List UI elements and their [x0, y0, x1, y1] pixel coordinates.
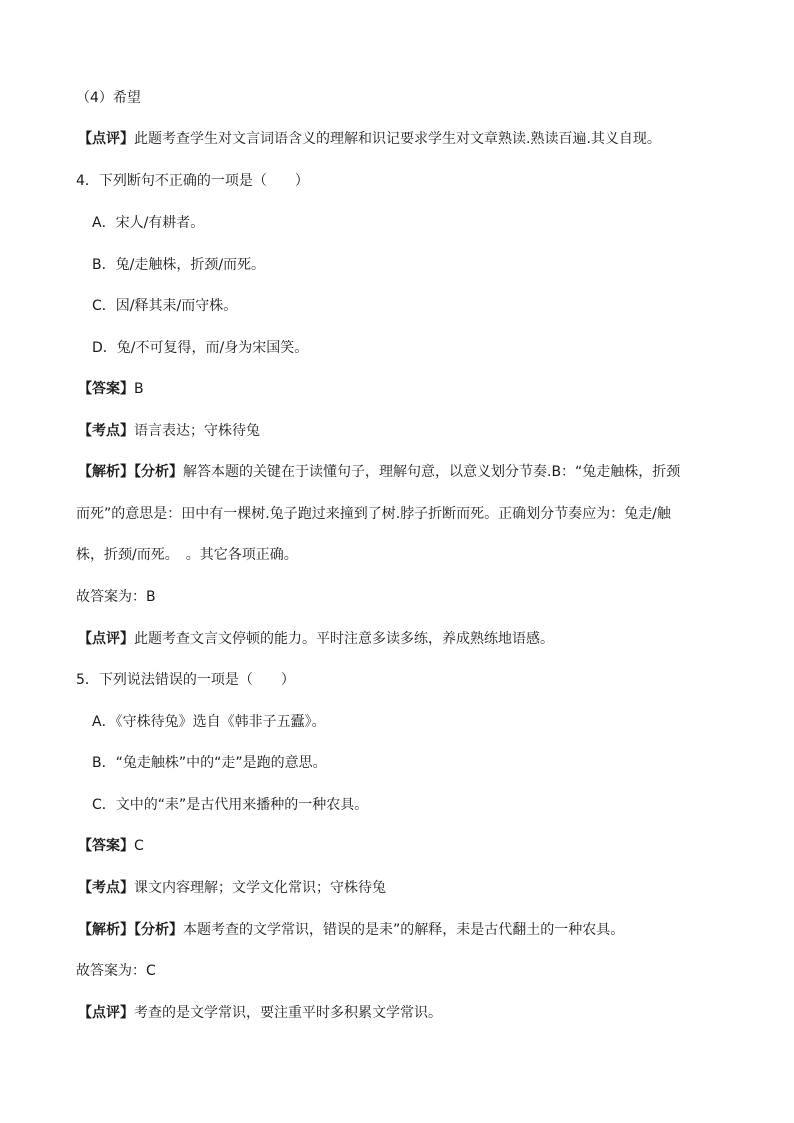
question-5-title: 5．下列说法错误的一项是（ ） — [76, 672, 295, 688]
question-4-analysis-line-1 — [78, 462, 680, 482]
knowledge-tag: 【考点】 — [78, 880, 134, 896]
question-5-option-c: C．文中的“耒”是古代用来播种的一种农具。 — [92, 797, 369, 813]
comment-text: 此题考查学生对文言词语含义的理解和识记要求学生对文章熟读.熟读百遍.其义自现。 — [134, 131, 661, 147]
question-4-answer — [78, 379, 144, 399]
knowledge-text: 语言表达；守株待兔 — [134, 423, 260, 439]
question-4-final-answer: 故答案为：B — [76, 589, 156, 605]
question-5-answer — [78, 836, 144, 856]
comment-tag: 【点评】 — [78, 131, 134, 147]
analysis-text: 本题考查的文学常识，错误的是耒”的解释，耒是古代翻土的一种农具。 — [183, 922, 625, 938]
question-4-analysis-line-2: 而死”的意思是：田中有一棵树.兔子跑过来撞到了树.脖子折断而死。正确划分节奏应为：兔走/触 — [76, 506, 671, 522]
question-4-title: 4．下列断句不正确的一项是（ ） — [76, 173, 309, 189]
analysis-tag: 【解析】 — [78, 922, 134, 938]
analysis-sub-tag: 【分析】 — [134, 922, 183, 938]
question-4-option-b: B．兔/走触株，折颈/而死。 — [92, 257, 266, 273]
question-5-analysis — [78, 920, 624, 940]
answer-tag: 【答案】 — [78, 838, 134, 854]
question-5-final-answer: 故答案为：C — [76, 963, 156, 979]
item-4-text: （4）希望 — [76, 90, 141, 106]
question-4-option-a: A．宋人/有耕者。 — [92, 215, 205, 231]
comment-tag: 【点评】 — [78, 1005, 134, 1021]
question-4-knowledge-point — [78, 421, 260, 441]
question-5-option-b: B．“兔走触株”中的“走”是跑的意思。 — [92, 755, 327, 771]
comment-text: 考查的是文学常识，要注重平时多积累文学常识。 — [134, 1005, 442, 1021]
question-5-comment — [78, 1003, 442, 1023]
knowledge-tag: 【考点】 — [78, 423, 134, 439]
answer-value: B — [134, 381, 144, 397]
comment-text: 此题考查文言文停顿的能力。平时注意多读多练，养成熟练地语感。 — [134, 631, 554, 647]
answer-value: C — [134, 838, 144, 854]
question-4-comment — [78, 629, 554, 649]
analysis-tag: 【解析】 — [78, 464, 134, 480]
question-5-knowledge-point — [78, 878, 386, 898]
analysis-sub-tag: 【分析】 — [134, 464, 183, 480]
knowledge-text: 课文内容理解；文学文化常识；守株待兔 — [134, 880, 386, 896]
question-4-analysis-line-3: 株，折颈/而死。 。其它各项正确。 — [76, 547, 298, 563]
analysis-text: 解答本题的关键在于读懂句子，理解句意，以意义划分节奏.B：“兔走触株，折颈 — [183, 464, 681, 480]
question-5-option-a: A．《守株待兔》选自《韩非子五蠹》。 — [92, 714, 326, 730]
question-4-option-d: D．兔/不可复得，而/身为宋国笑。 — [92, 340, 309, 356]
comment-tag: 【点评】 — [78, 631, 134, 647]
answer-tag: 【答案】 — [78, 381, 134, 397]
comment-line — [78, 129, 661, 149]
question-4-option-c: C．因/释其耒/而守株。 — [92, 298, 238, 314]
